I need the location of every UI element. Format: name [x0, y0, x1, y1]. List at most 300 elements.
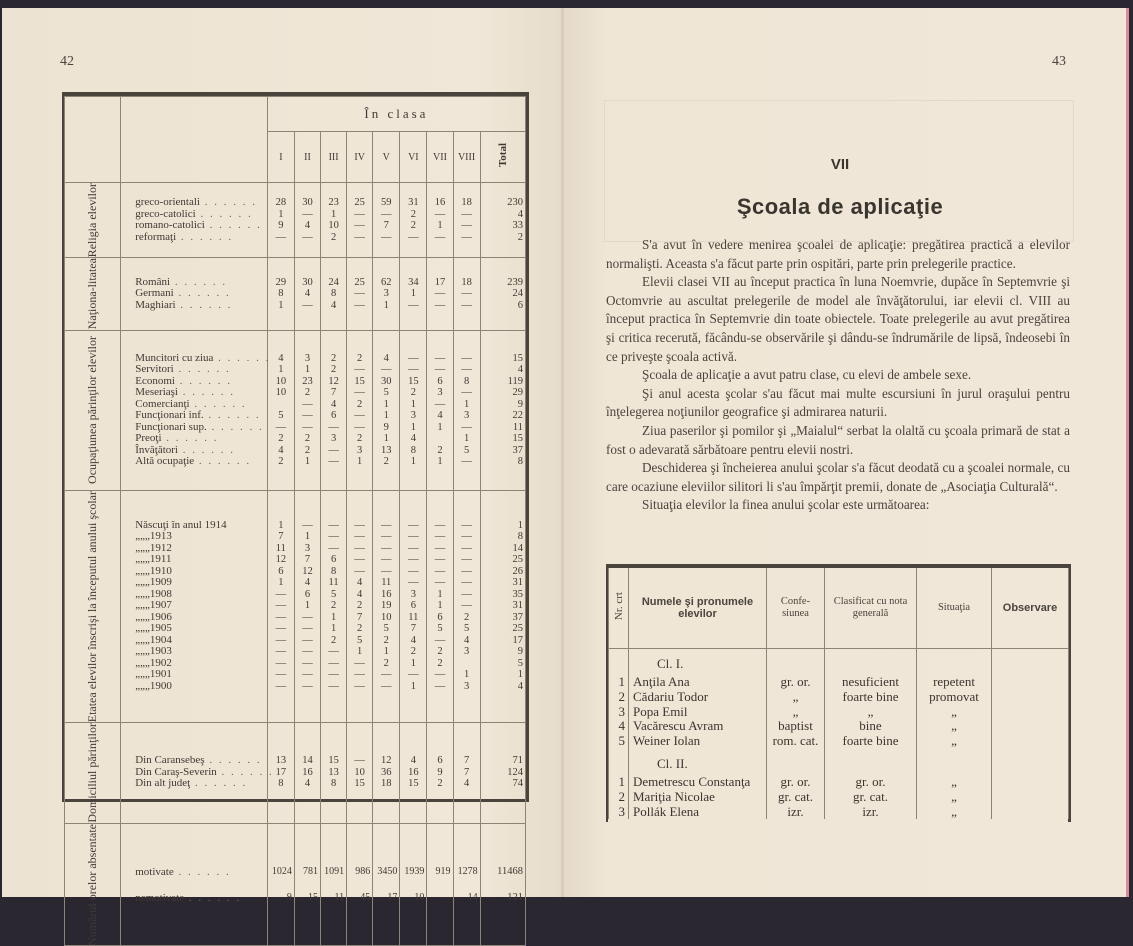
value: 1 — [410, 680, 416, 692]
value: 1 — [437, 421, 443, 433]
student-status: repetent — [917, 675, 992, 690]
birth-year: 1914 — [204, 518, 227, 531]
ditto-mark: „ — [140, 633, 145, 646]
value: — — [434, 352, 446, 364]
value: 4 — [437, 410, 443, 422]
value: 17 — [275, 766, 287, 778]
value: 3 — [383, 288, 389, 300]
student-status: „ — [917, 805, 992, 820]
value: 6 — [330, 410, 337, 422]
value: — — [461, 208, 472, 220]
value: 1 — [383, 410, 389, 422]
student-nr: 1 — [609, 775, 629, 790]
leader-dots: . . . . . . — [204, 754, 262, 767]
value-cell — [427, 490, 453, 722]
table-group-row — [65, 258, 526, 330]
value: — — [354, 220, 365, 232]
value: — — [275, 623, 287, 635]
value: — — [434, 680, 446, 692]
row-total: 26 — [512, 565, 523, 577]
value: 1 — [463, 433, 470, 445]
value: 10 — [381, 611, 392, 623]
ditto-mark: „ — [140, 610, 145, 623]
value-cell — [400, 330, 427, 490]
row-label-text: Din alt judeţ — [135, 777, 191, 790]
row-label-text: Germani — [135, 287, 174, 300]
value: — — [354, 364, 365, 376]
group-title: Religia elevilor — [85, 183, 100, 258]
value: — — [328, 669, 339, 681]
value: 1 — [357, 456, 363, 468]
student-name: Weiner Iolan — [629, 734, 767, 749]
value: 16 — [434, 197, 446, 209]
value: — — [354, 288, 365, 300]
value: — — [408, 531, 419, 543]
paragraph: Situaţia elevilor la finea anului şcolar este următoarea: — [642, 497, 930, 513]
empty-cell — [609, 649, 629, 676]
empty-cell — [825, 749, 917, 775]
row-total: 5 — [517, 657, 523, 669]
student-notes — [992, 690, 1069, 705]
row-total: 8 — [517, 531, 523, 543]
paragraph: Ziua paserilor şi pomilor şi „Maialul“ serbat la olaltă cu şcoala primară de stat a fost o adevarată sărbătoare pentru elevii nostri. — [606, 422, 1070, 457]
ditto-mark: „ — [135, 587, 141, 600]
value: 2 — [410, 220, 416, 232]
value: 2 — [357, 600, 363, 612]
value-cell — [294, 330, 320, 490]
value: — — [408, 299, 419, 311]
student-status: promovat — [917, 690, 992, 705]
student-notes — [992, 734, 1069, 749]
value: 9 — [286, 891, 292, 903]
value: 4 — [304, 220, 311, 232]
student-nr: 5 — [609, 734, 629, 749]
value: 36 — [381, 766, 392, 778]
row-label-text: Preoţi — [135, 432, 162, 445]
value: — — [461, 577, 472, 589]
leader-dots: . . . . . . — [161, 432, 219, 445]
value: 8 — [330, 565, 337, 577]
value: — — [434, 554, 446, 566]
group-title-cell — [65, 330, 121, 490]
value: — — [275, 634, 287, 646]
value: 23 — [328, 197, 339, 209]
column-header: VIII — [453, 132, 480, 183]
value: 15 — [328, 755, 339, 767]
row-total: 4 — [517, 364, 523, 376]
row-total: 11468 — [497, 865, 523, 877]
column-header: II — [294, 132, 320, 183]
leader-dots: . . . . . . — [174, 374, 232, 387]
value: 2 — [330, 364, 337, 376]
value: 18 — [461, 197, 472, 209]
total-cell — [480, 258, 525, 330]
value: 12 — [328, 375, 339, 387]
total-label: Total — [496, 143, 509, 168]
row-label-text: Servitori — [135, 363, 174, 376]
value-cell — [373, 258, 400, 330]
student-nr: 3 — [609, 705, 629, 720]
leader-dots: . . . . . . — [175, 298, 233, 311]
row-labels — [121, 330, 271, 490]
value: — — [461, 554, 472, 566]
value: — — [381, 531, 392, 543]
value: — — [381, 208, 392, 220]
ditto-mark: „ — [140, 553, 145, 566]
value: 1 — [383, 433, 389, 445]
value: 7 — [278, 531, 284, 543]
column-header: I — [267, 132, 294, 183]
row-label — [135, 456, 267, 468]
leader-dots: . . . . . . — [189, 397, 247, 410]
value: — — [381, 669, 392, 681]
birth-year: 1901 — [149, 668, 172, 681]
paragraph: Deschiderea şi încheierea anului şcolar s'a făcut deodată cu a şcoalei normale, cu care ocaziune eleviilor silitori li s'au împărţit premii, donate de „Asociaţia Culturală“. — [606, 460, 1070, 494]
total-cell — [480, 490, 525, 722]
header-empty-label — [121, 97, 268, 183]
student-status: „ — [917, 719, 992, 734]
ditto-mark: „ — [145, 599, 150, 612]
table-group-row — [65, 490, 526, 722]
row-labels — [121, 258, 268, 330]
empty-cell — [609, 749, 629, 775]
group-title-cell — [65, 823, 121, 946]
value: — — [461, 387, 472, 399]
value: — — [302, 611, 313, 623]
value: 4 — [278, 444, 284, 456]
group-title-cell — [65, 722, 121, 823]
value: — — [354, 565, 365, 577]
value: 1 — [304, 364, 311, 376]
row-total: 29 — [512, 387, 523, 399]
value: 11 — [275, 542, 286, 554]
value: — — [434, 669, 446, 681]
value-cell — [267, 823, 294, 946]
value: — — [461, 456, 472, 468]
value: 1 — [330, 208, 337, 220]
value: — — [328, 646, 339, 658]
ditto-mark: „ — [145, 622, 150, 635]
student-row — [609, 734, 1069, 749]
ditto-mark: „ — [140, 530, 145, 543]
value: 3450 — [377, 865, 398, 877]
birth-year: 1902 — [149, 656, 172, 669]
value-cell — [294, 490, 320, 722]
value: — — [408, 519, 419, 531]
value: 8 — [410, 444, 416, 456]
chapter-number: VII — [830, 156, 850, 173]
column-header: IV — [347, 132, 373, 183]
row-label-text: Meseriaşi — [135, 386, 178, 399]
value: 15 — [354, 375, 365, 387]
student-nr: 2 — [609, 690, 629, 705]
value: — — [434, 398, 446, 410]
value: 13 — [381, 444, 392, 456]
ditto-mark: „ — [145, 633, 150, 646]
row-total: 14 — [512, 542, 523, 554]
value: 1 — [410, 456, 416, 468]
leader-dots: . . . . . . — [204, 219, 262, 232]
row-label — [135, 885, 267, 911]
value: — — [328, 531, 339, 543]
value: 3 — [463, 680, 470, 692]
value: 14 — [302, 755, 313, 767]
value-cell — [347, 183, 373, 258]
row-label — [135, 681, 267, 693]
group-title: Domiciliul părinţilor — [85, 722, 100, 823]
value: — — [408, 231, 419, 243]
row-total: 37 — [512, 611, 523, 623]
chapter-title: Şcoala de aplicaţie — [736, 194, 944, 219]
value: — — [302, 410, 313, 422]
row-total: 31 — [512, 600, 523, 612]
student-row — [609, 690, 1069, 705]
value: — — [354, 410, 365, 422]
value: 1 — [304, 531, 311, 543]
value: 5 — [463, 444, 470, 456]
leader-dots: . . . . . . — [176, 230, 234, 243]
leader-dots: . . . . . . — [206, 420, 264, 433]
value: 3 — [357, 444, 363, 456]
value: 1 — [330, 611, 337, 623]
student-confession: gr. cat. — [767, 790, 825, 805]
row-label-text: romano-catolici — [135, 219, 205, 232]
column-header: III — [321, 132, 347, 183]
value: 5 — [463, 623, 470, 635]
student-nr: 3 — [609, 805, 629, 820]
header-nr: Nr. crt — [609, 568, 629, 649]
value: — — [461, 220, 472, 232]
value — [268, 399, 294, 411]
value: — — [302, 398, 313, 410]
value — [454, 658, 480, 670]
student-status: „ — [917, 705, 992, 720]
value-cell — [347, 490, 373, 722]
value: — — [381, 554, 392, 566]
row-label-text: Maghiari — [135, 298, 176, 311]
column-header: VII — [427, 132, 453, 183]
row-label-text: Muncitori cu ziua — [135, 351, 214, 364]
ditto-mark: „ — [135, 530, 141, 543]
statistics-table — [62, 92, 529, 946]
student-confession: rom. cat. — [767, 734, 825, 749]
value: 7 — [330, 387, 337, 399]
value: — — [302, 299, 313, 311]
value: 15 — [408, 375, 419, 387]
born-label: Născuţi în anul — [135, 518, 202, 531]
value: — — [461, 542, 472, 554]
group-title-cell — [65, 490, 121, 722]
value: 13 — [275, 755, 287, 767]
row-label-text: motivate — [135, 865, 174, 878]
value: 4 — [357, 588, 363, 600]
ditto-mark: „ — [135, 541, 141, 554]
value: — — [461, 364, 472, 376]
value: 2 — [357, 433, 363, 445]
value: — — [434, 577, 446, 589]
value: — — [408, 565, 419, 577]
value: 2 — [383, 634, 389, 646]
value: 4 — [410, 433, 416, 445]
value: — — [328, 657, 339, 669]
row-total: 33 — [512, 220, 523, 232]
ditto-mark: „ — [145, 564, 150, 577]
value: 24 — [328, 276, 339, 288]
ditto-mark: „ — [140, 564, 145, 577]
value: — — [408, 542, 419, 554]
ditto-mark: „ — [140, 541, 145, 554]
value: — — [408, 554, 419, 566]
value: 3 — [330, 433, 337, 445]
value: 3 — [463, 410, 470, 422]
paragraph: Şcoala de aplicaţie a avut patru clase, cu elevi de ambele sexe. — [642, 367, 972, 383]
value-cell — [400, 258, 427, 330]
value: 7 — [410, 623, 416, 635]
paragraph: S'a avut în vedere menirea şcoalei de aplicaţie: pregătirea practică a elevilor normalişti. Aceasta s'a făcut parte prin ospitări, parte prin prelegerile practice. — [606, 237, 1070, 271]
value: 8 — [463, 375, 470, 387]
value: 29 — [275, 276, 287, 288]
student-nr: 2 — [609, 790, 629, 805]
value: 2 — [437, 778, 443, 790]
value: — — [408, 577, 419, 589]
table-group-row — [65, 183, 526, 258]
leader-dots: . . . . . . — [173, 287, 231, 300]
value: 1278 — [457, 865, 478, 877]
row-labels — [121, 490, 268, 722]
group-title: Numărul orelor absentate — [85, 823, 100, 946]
value: 2 — [437, 444, 443, 456]
value: 5 — [383, 623, 389, 635]
row-label — [135, 300, 267, 312]
column-header-total — [480, 132, 525, 183]
value: 18 — [461, 276, 472, 288]
value: 1 — [383, 299, 389, 311]
ditto-mark: „ — [145, 679, 150, 692]
page-number-left: 42 — [60, 54, 74, 69]
header-grade: Clasificat cu nota generală — [825, 568, 917, 649]
value: — — [354, 299, 365, 311]
value: — — [381, 565, 392, 577]
value-cell — [321, 722, 347, 823]
value: 2 — [357, 623, 363, 635]
value: — — [461, 565, 472, 577]
value: — — [434, 231, 446, 243]
value: 16 — [381, 588, 392, 600]
value: 1 — [437, 588, 443, 600]
student-grade: foarte bine — [825, 734, 917, 749]
birth-year: 1900 — [149, 679, 172, 692]
value: 45 — [360, 891, 371, 903]
row-label-text: greco-orientali — [135, 196, 200, 209]
ditto-mark: „ — [135, 622, 141, 635]
value: — — [461, 352, 472, 364]
value: 1 — [437, 600, 443, 612]
value: — — [275, 421, 287, 433]
row-total: 37 — [512, 444, 523, 456]
value: 7 — [463, 766, 470, 778]
total-cell — [480, 722, 525, 823]
value: — — [434, 565, 446, 577]
value: — — [434, 542, 446, 554]
value: 3 — [410, 410, 416, 422]
empty-cell — [992, 749, 1069, 775]
value: 2 — [304, 433, 311, 445]
value-cell — [453, 823, 480, 946]
student-confession: gr. or. — [767, 775, 825, 790]
student-grade: nesuficient — [825, 675, 917, 690]
value: — — [461, 519, 472, 531]
value-cell — [400, 722, 427, 823]
student-name: Demetrescu Constanţa — [629, 775, 767, 790]
leader-dots: . . . . . . — [194, 455, 252, 468]
value: 2 — [330, 352, 337, 364]
row-label-text: Comercianţi — [135, 397, 190, 410]
leader-dots: . . . . . . — [177, 443, 235, 456]
value: 2 — [383, 456, 389, 468]
value: 17 — [387, 891, 398, 903]
row-label-text: Din Caraş-Severin — [135, 765, 217, 778]
value: 2 — [357, 352, 363, 364]
value: — — [328, 444, 339, 456]
value-cell — [321, 183, 347, 258]
value: 4 — [304, 778, 311, 790]
value-cell — [294, 258, 320, 330]
value: — — [328, 680, 339, 692]
value: 28 — [275, 197, 287, 209]
leader-dots: . . . . . . — [203, 409, 261, 422]
value: 4 — [330, 299, 337, 311]
value: 1 — [278, 299, 284, 311]
value-cell — [373, 823, 400, 946]
value: 1024 — [271, 865, 292, 877]
value: 6 — [410, 600, 416, 612]
empty-cell — [825, 649, 917, 676]
value: 7 — [304, 554, 311, 566]
page-number-right: 43 — [1052, 54, 1066, 69]
student-confession: izr. — [767, 805, 825, 820]
row-label-text: Altă ocupaţie — [135, 455, 195, 468]
value: — — [408, 352, 419, 364]
value: 2 — [410, 646, 416, 658]
student-grade: gr. cat. — [825, 790, 917, 805]
group-title-cell — [65, 183, 121, 258]
value: 1 — [410, 398, 416, 410]
row-total: 24 — [512, 288, 523, 300]
value: — — [461, 421, 472, 433]
value: 3 — [463, 646, 470, 658]
student-row — [609, 675, 1069, 690]
student-notes — [992, 805, 1069, 820]
value: 919 — [435, 865, 451, 877]
value-cell — [427, 183, 453, 258]
value-cell — [427, 722, 453, 823]
value: — — [461, 531, 472, 543]
value: 1 — [278, 364, 284, 376]
value: 6 — [278, 565, 284, 577]
value: — — [434, 299, 446, 311]
row-total: 74 — [512, 778, 523, 790]
row-total: 9 — [517, 398, 523, 410]
student-row — [609, 719, 1069, 734]
value: — — [354, 755, 365, 767]
value: 30 — [302, 276, 313, 288]
value: — — [440, 891, 451, 903]
value: 16 — [302, 766, 313, 778]
student-row — [609, 705, 1069, 720]
birth-year: 1906 — [149, 610, 172, 623]
leader-dots: . . . . . . — [173, 363, 231, 376]
value: 12 — [302, 565, 313, 577]
